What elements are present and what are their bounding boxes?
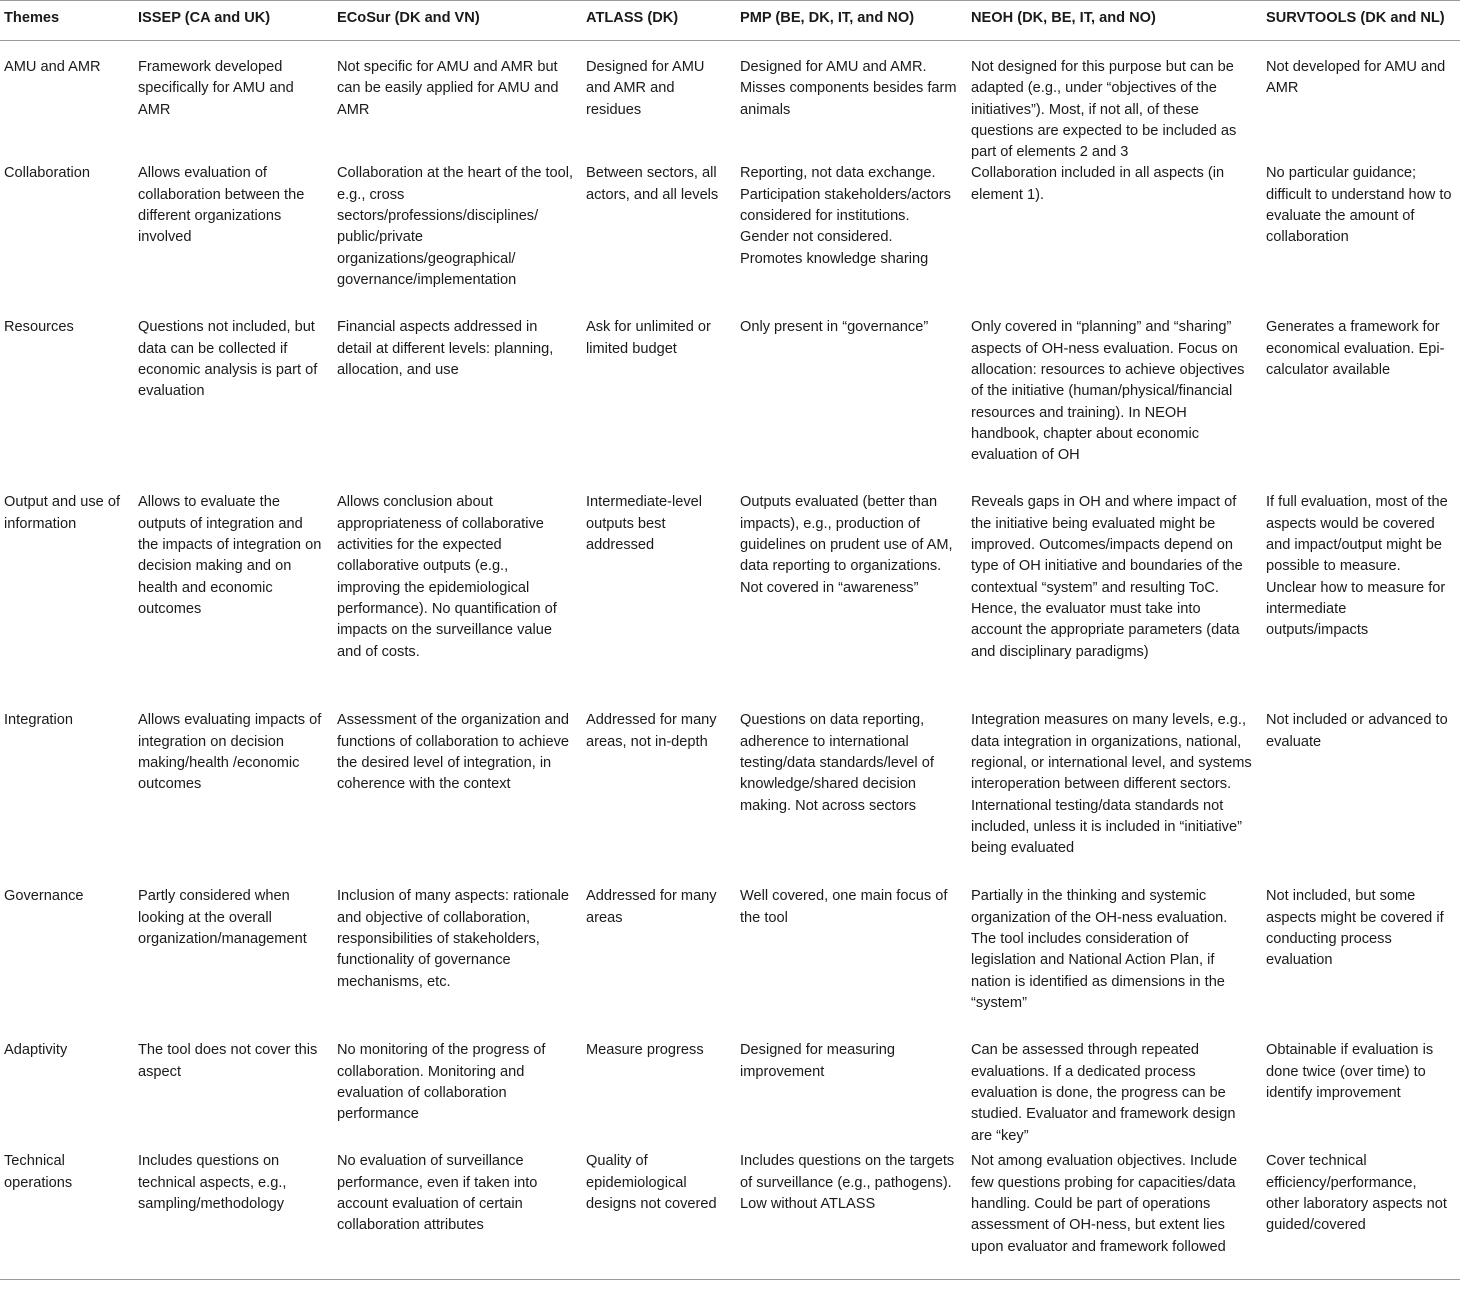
table-cell: Allows conclusion about appropriateness of collaborative activities for the expected collaborative outputs (e.g., improving the epidemiological performance). No quantification of impacts on the surveillance value and of costs. [337, 494, 557, 660]
table-row [0, 492, 1460, 710]
table-cell: Collaboration at the heart of the tool, e.g., cross sectors/professions/disciplines/ public/private organizations/geographical/ governance/implementation [337, 165, 574, 288]
table-cell: Reveals gaps in OH and where impact of the initiative being evaluated might be improved. Outcomes/impacts depend on type of OH initiative and boundaries of the contextual “system” and resulting ToC. Hence, the evaluator must take into account the appropriate parameters (data and disciplinary paradigms) [971, 494, 1243, 660]
header-themes: Themes [0, 1, 134, 41]
table-cell: Only covered in “planning” and “sharing” aspects of OH-ness evaluation. Focus on allocation: resources to achieve objectives of the initiative (human/physical/financial resources and training). In NEOH handbook, chapter about economic evaluation of OH [971, 319, 1245, 464]
table-row [0, 1151, 1460, 1280]
table-cell: If full evaluation, most of the aspects would be covered and impact/output might be possible to measure. Unclear how to measure for intermediate outputs/impacts [1266, 494, 1448, 639]
theme-cell: Technical operations [0, 1151, 134, 1280]
theme-cell: Adaptivity [4, 1042, 68, 1059]
table-cell: Well covered, one main focus of the tool [740, 888, 948, 926]
header-pmp: PMP (BE, DK, IT, and NO) [736, 1, 967, 41]
table-cell: Allows evaluation of collaboration between the different organizations involved [138, 165, 305, 246]
table-cell: Between sectors, all actors, and all levels [586, 165, 719, 203]
table-cell: Outputs evaluated (better than impacts), e.g., production of guidelines on prudent use of AM, data reporting to organizations. Not covered in “awareness” [740, 494, 953, 596]
theme-cell: Integration [4, 712, 73, 729]
table-cell: Questions not included, but data can be collected if economic analysis is part of evaluation [138, 319, 318, 400]
table-cell: Not among evaluation objectives. Include few questions probing for capacities/data handling. Could be part of operations assessment of OH-ness, but extent lies upon evaluator and framework followed [967, 1151, 1262, 1280]
table-cell: Allows to evaluate the outputs of integration and the impacts of integration on decision making and on health and economic outcomes [138, 494, 322, 617]
table-cell: Not specific for AMU and AMR but can be easily applied for AMU and AMR [337, 59, 559, 118]
theme-cell: Output and use of information [4, 494, 121, 532]
table-cell: Not designed for this purpose but can be adapted (e.g., under “objectives of the initiatives”). Most, if not all, of these questions are expected to be included as part of elements 2 and 3 [971, 59, 1237, 161]
header-neoh: NEOH (DK, BE, IT, and NO) [967, 1, 1262, 41]
table-cell: Not included, but some aspects might be covered if conducting process evaluation [1266, 888, 1444, 969]
table-cell: The tool does not cover this aspect [138, 1042, 318, 1080]
theme-cell: Collaboration [4, 165, 90, 182]
table-cell: Addressed for many areas, not in-depth [586, 712, 717, 750]
table-cell: Framework developed specifically for AMU and AMR [138, 59, 294, 118]
header-atlass: ATLASS (DK) [582, 1, 736, 41]
table-cell: Measure progress [586, 1042, 704, 1059]
table-cell: Includes questions on technical aspects, e.g., sampling/methodology [134, 1151, 333, 1280]
table-cell: Includes questions on the targets of surveillance (e.g., pathogens). Low without ATLASS [736, 1151, 967, 1280]
table-cell: Designed for measuring improvement [740, 1042, 895, 1080]
table-cell: Assessment of the organization and functions of collaboration to achieve the desired level of integration, in coherence with the context [337, 712, 570, 793]
table-row [0, 710, 1460, 886]
header-survtools: SURVTOOLS (DK and NL) [1262, 1, 1460, 41]
table-row [0, 317, 1460, 492]
header-issep: ISSEP (CA and UK) [134, 1, 333, 41]
table-cell: Generates a framework for economical evaluation. Epi-calculator available [1266, 319, 1445, 379]
table-cell: Inclusion of many aspects: rationale and objective of collaboration, responsibilities of stakeholders, functionality of governance mechanisms, etc. [337, 888, 570, 990]
table-cell: Financial aspects addressed in detail at different levels: planning, allocation, and use [337, 319, 554, 379]
table-cell: Intermediate-level outputs best addressed [586, 494, 702, 554]
table-cell: Can be assessed through repeated evaluations. If a dedicated process evaluation is done, the progress can be studied. Evaluator and framework design are “key” [971, 1042, 1236, 1144]
table-cell: Designed for AMU and AMR and residues [586, 59, 705, 118]
theme-cell: Governance [4, 888, 84, 905]
table-cell: Addressed for many areas [586, 888, 717, 926]
table-cell: Integration measures on many levels, e.g., data integration in organizations, national, regional, or international level, and systems interoperation between different sectors. International testing/data standards not included, unless it is included in “initiative” being evaluated [971, 712, 1252, 857]
table-cell: No monitoring of the progress of collaboration. Monitoring and evaluation of collaboration performance [337, 1042, 546, 1123]
table-cell: No particular guidance; difficult to understand how to evaluate the amount of collaboration [1266, 165, 1452, 246]
theme-cell: AMU and AMR [4, 59, 101, 75]
table-cell: Only present in “governance” [740, 319, 929, 336]
table-cell: Cover technical efficiency/performance, other laboratory aspects not guided/covered [1262, 1151, 1460, 1280]
table-row [0, 163, 1460, 317]
table-cell: No evaluation of surveillance performance, even if taken into account evaluation of certain collaboration attributes [333, 1151, 582, 1280]
theme-cell: Resources [4, 319, 74, 336]
table-cell: Obtainable if evaluation is done twice (over time) to identify improvement [1266, 1042, 1434, 1102]
header-row [0, 1, 1460, 41]
table-cell: Reporting, not data exchange. Participation stakeholders/actors considered for institutions. Gender not considered. Promotes knowledge sharing [740, 165, 951, 267]
table-cell: Partially in the thinking and systemic organization of the OH-ness evaluation. The tool includes consideration of legislation and National Action Plan, if nation is identified as dimensions in the “system” [971, 888, 1228, 1011]
table-row [0, 41, 1460, 164]
table-row [0, 1040, 1460, 1151]
table-cell: Allows evaluating impacts of integration on decision making/health /economic outcomes [138, 712, 322, 793]
table-cell: Collaboration included in all aspects (in element 1). [971, 165, 1225, 203]
table-cell: Ask for unlimited or limited budget [586, 319, 711, 357]
table-cell: Not developed for AMU and AMR [1266, 59, 1446, 97]
header-ecosur: ECoSur (DK and VN) [333, 1, 582, 41]
table-cell: Questions on data reporting, adherence to international testing/data standards/level of knowledge/shared decision making. Not across sectors [740, 712, 934, 814]
table-cell: Partly considered when looking at the overall organization/management [138, 888, 307, 948]
table-cell: Quality of epidemiological designs not covered [582, 1151, 736, 1280]
table-cell: Designed for AMU and AMR. Misses components besides farm animals [740, 59, 957, 118]
table-row [0, 886, 1460, 1040]
table-cell: Not included or advanced to evaluate [1266, 712, 1448, 750]
